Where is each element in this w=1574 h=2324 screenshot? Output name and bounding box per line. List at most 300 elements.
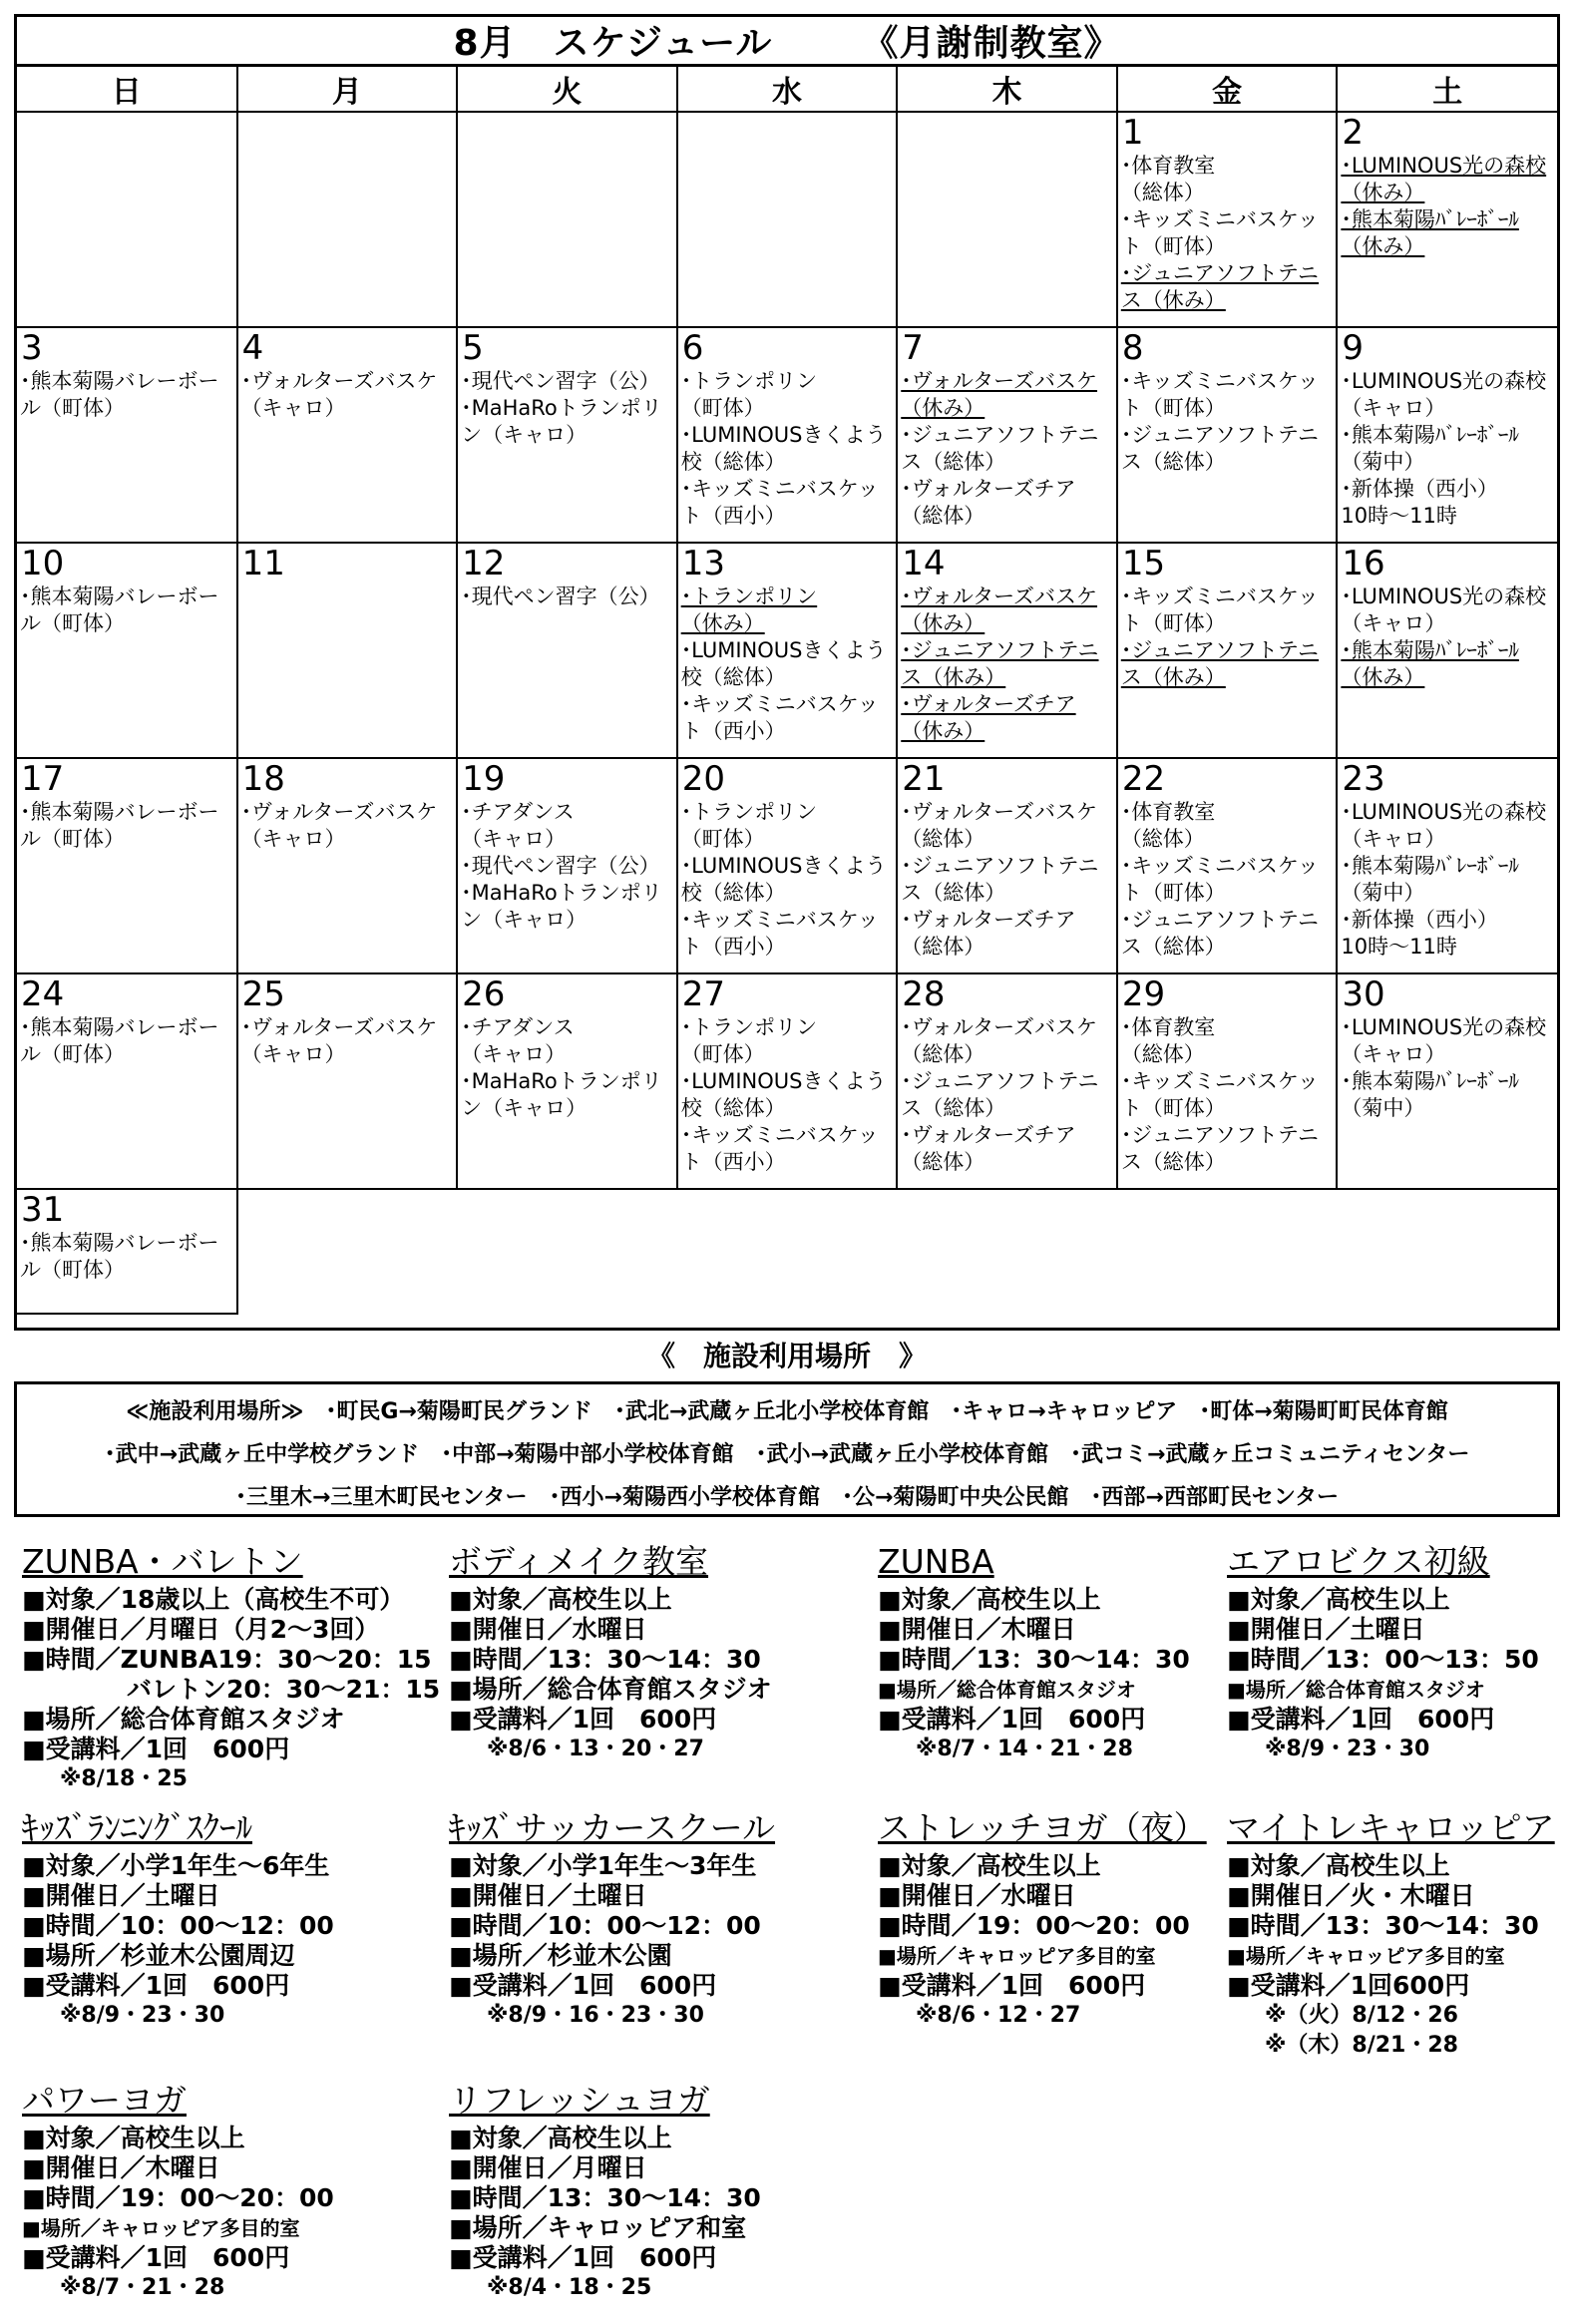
day-number: 11 <box>241 544 285 583</box>
class-name: マイトレキャロッピア <box>1227 1808 1555 1847</box>
class-dates-note: ※8/7・21・28 <box>60 2275 225 2300</box>
calendar-day-cell <box>17 112 237 327</box>
calendar-grid <box>17 67 1557 1315</box>
calendar-day-cell <box>1337 543 1557 758</box>
schedule-event <box>678 637 897 691</box>
schedule-event <box>458 368 676 395</box>
schedule-event <box>898 422 1116 476</box>
class-detail-line: ■開催日／火・木曜日 <box>1227 1881 1475 1910</box>
schedule-event-text: ･ヴォルターズチア（総体） <box>901 1123 1076 1174</box>
calendar-day-cell <box>1117 112 1338 327</box>
schedule-event <box>1338 368 1557 422</box>
schedule-event <box>1118 583 1337 637</box>
schedule-event-text: ･MaHaRoトランポリン（キャロ） <box>461 396 662 447</box>
class-info-block <box>22 2080 334 2303</box>
day-number <box>17 113 236 153</box>
schedule-event-text: ･キッズミニバスケット（町体） <box>1120 207 1319 258</box>
calendar-day-cell <box>237 758 458 973</box>
schedule-event-text: ･LUMINOUS光の森校（キャロ） <box>1341 1015 1547 1066</box>
schedule-event <box>458 799 676 853</box>
schedule-event-text: ･ヴォルターズバスケ（キャロ） <box>240 1015 438 1066</box>
day-number: 14 <box>902 544 946 583</box>
schedule-event <box>1338 799 1557 853</box>
schedule-event <box>17 368 236 422</box>
schedule-event-text: ･ヴォルターズチア（総体） <box>901 477 1076 528</box>
class-detail-line: ■対象／高校生以上 <box>449 2124 672 2152</box>
schedule-event <box>678 583 897 637</box>
class-detail-line: ■受講料／1回 600円 <box>1227 1705 1495 1734</box>
schedule-event <box>1118 206 1337 260</box>
class-dates-note: ※8/6・12・27 <box>916 2003 1081 2028</box>
class-info-block <box>449 2080 761 2303</box>
weekday-header-cell: 金 <box>1117 67 1338 112</box>
schedule-event <box>458 880 676 934</box>
day-number: 25 <box>241 974 285 1014</box>
calendar-day-cell <box>237 973 458 1189</box>
schedule-event <box>1118 853 1337 907</box>
schedule-event-text: ･ヴォルターズバスケ（総体） <box>901 1015 1098 1066</box>
schedule-event-text: ･トランポリン （町体） <box>680 800 818 851</box>
calendar-day-cell <box>457 543 677 758</box>
day-number: 23 <box>1342 759 1385 799</box>
calendar-day-cell <box>1337 327 1557 543</box>
class-detail-line: ■時間／13：30～14：30 <box>878 1645 1190 1674</box>
schedule-event-text: ･LUMINOUSきくよう校（総体） <box>680 854 887 905</box>
schedule-event <box>678 422 897 476</box>
schedule-event <box>458 1014 676 1068</box>
class-detail-line: ■対象／高校生以上 <box>1227 1851 1450 1880</box>
facility-section-title: 《 施設利用場所 》 <box>646 1340 927 1372</box>
schedule-event-text: ･熊本菊陽ﾊﾞﾚｰﾎﾞｰﾙ（菊中） <box>1341 423 1519 474</box>
schedule-event <box>1118 153 1337 206</box>
day-number: 31 <box>21 1190 65 1230</box>
schedule-event-text: ･ジュニアソフトテニス（休み） <box>1120 261 1320 312</box>
schedule-event <box>1118 1014 1337 1068</box>
class-dates-note: ※8/9・16・23・30 <box>487 2003 704 2028</box>
class-dates-note: ※8/7・14・21・28 <box>916 1737 1133 1761</box>
class-info-block <box>878 1541 1190 1764</box>
schedule-event <box>898 799 1116 853</box>
schedule-event-text: ･熊本菊陽バレーボール（町体） <box>20 369 219 420</box>
schedule-event <box>898 368 1116 422</box>
schedule-event-text: ･現代ペン習字（公） <box>461 584 660 608</box>
day-number: 27 <box>681 974 725 1014</box>
schedule-event <box>458 853 676 880</box>
calendar-week <box>17 543 1557 758</box>
schedule-event <box>1338 476 1557 530</box>
calendar-day-cell <box>1117 543 1338 758</box>
schedule-event <box>678 691 897 745</box>
schedule-event-text: ･ヴォルターズバスケ（休み） <box>901 369 1098 420</box>
schedule-event <box>898 853 1116 907</box>
class-detail-line: ■受講料／1回 600円 <box>449 1705 717 1734</box>
day-number: 7 <box>902 328 924 368</box>
schedule-event-text: ･キッズミニバスケット（西小） <box>680 908 879 959</box>
day-number: 4 <box>241 328 264 368</box>
schedule-event <box>898 583 1116 637</box>
schedule-event-text: ･ヴォルターズバスケ（キャロ） <box>240 800 438 851</box>
day-number: 28 <box>902 974 946 1014</box>
schedule-event <box>678 907 897 961</box>
schedule-event-text: ･熊本菊陽バレーボール（町体） <box>20 584 219 635</box>
class-name: ｷｯｽﾞサッカースクール <box>449 1808 776 1847</box>
day-number: 20 <box>681 759 725 799</box>
class-dates-note: ※（火）8/12・26 <box>1265 2003 1458 2028</box>
day-number: 12 <box>462 544 506 583</box>
schedule-event-text: ･体育教室 （総体） <box>1120 154 1216 204</box>
day-number: 3 <box>21 328 43 368</box>
calendar-empty-area <box>1117 1189 1338 1314</box>
schedule-event-text: ･ジュニアソフトテニス（総体） <box>1120 1123 1320 1174</box>
schedule-event <box>1338 422 1557 476</box>
day-number: 29 <box>1121 974 1166 1014</box>
class-detail-line: ■対象／18歳以上（高校生不可） <box>22 1585 405 1614</box>
day-number: 19 <box>462 759 506 799</box>
calendar-day-cell <box>677 327 898 543</box>
class-detail-line: ■対象／高校生以上 <box>1227 1585 1450 1614</box>
schedule-event <box>458 1068 676 1122</box>
calendar-day-cell <box>677 543 898 758</box>
class-detail-line: ■開催日／土曜日 <box>449 1881 647 1910</box>
class-detail-line: ■対象／小学1年生～6年生 <box>22 1851 330 1880</box>
schedule-event <box>1118 907 1337 961</box>
calendar-empty-area <box>1337 1189 1557 1314</box>
class-detail-line: ■受講料／1回 600円 <box>22 1971 290 2000</box>
calendar-day-cell <box>457 973 677 1189</box>
schedule-event-text: ･チアダンス （キャロ） <box>461 1015 575 1066</box>
title-month: 8月 スケジュール <box>453 23 773 64</box>
schedule-event-text: ･ジュニアソフトテニス（総体） <box>901 854 1099 905</box>
calendar-day-cell <box>677 973 898 1189</box>
day-number: 21 <box>902 759 946 799</box>
class-detail-line: ■場所／キャロッピア多目的室 <box>878 1944 1156 1968</box>
calendar-empty-area <box>237 1189 458 1314</box>
class-detail-line: ■対象／高校生以上 <box>22 2124 245 2152</box>
class-info-block <box>22 1807 334 2031</box>
day-number <box>678 113 897 153</box>
weekday-header-cell: 水 <box>677 67 898 112</box>
class-dates-note: ※8/9・23・30 <box>60 2003 225 2028</box>
title-type: 《月謝制教室》 <box>862 23 1121 64</box>
class-detail-line: ■対象／高校生以上 <box>449 1585 672 1614</box>
schedule-event <box>1118 1068 1337 1122</box>
schedule-event-text: ･ヴォルターズバスケ（総体） <box>901 800 1098 851</box>
calendar-day-cell <box>1117 973 1338 1189</box>
class-detail-line: ■場所／杉並木公園周辺 <box>22 1941 295 1970</box>
class-detail-line: ■開催日／水曜日 <box>449 1615 647 1644</box>
day-number: 5 <box>462 328 484 368</box>
day-number: 16 <box>1342 544 1385 583</box>
class-info-block <box>449 1541 772 1764</box>
day-number: 8 <box>1121 328 1144 368</box>
schedule-event <box>898 907 1116 961</box>
schedule-event <box>678 1068 897 1122</box>
calendar-week <box>17 112 1557 327</box>
calendar-day-cell <box>897 758 1117 973</box>
schedule-event <box>1338 583 1557 637</box>
schedule-event-text: ･熊本菊陽ﾊﾞﾚｰﾎﾞｰﾙ（休み） <box>1341 638 1519 689</box>
schedule-event <box>238 799 457 853</box>
class-detail-line: ■場所／キャロッピア多目的室 <box>1227 1944 1505 1968</box>
calendar-day-cell <box>457 112 677 327</box>
schedule-event <box>678 1122 897 1176</box>
class-dates-note: ※8/6・13・20・27 <box>487 1737 704 1761</box>
schedule-event <box>898 1068 1116 1122</box>
schedule-event-text: ･熊本菊陽バレーボール（町体） <box>20 1231 219 1282</box>
class-name: ZUNBA <box>878 1542 994 1581</box>
class-name: パワーヨガ <box>22 2081 187 2120</box>
class-detail-line: ■受講料／1回 600円 <box>22 1735 290 1763</box>
class-detail-line: ■時間／19：00～20：00 <box>22 2183 334 2212</box>
schedule-event <box>17 799 236 853</box>
schedule-event <box>458 583 676 610</box>
day-number <box>898 113 1116 153</box>
schedule-event <box>17 1230 236 1284</box>
schedule-event <box>1118 1122 1337 1176</box>
facility-line: ･三里木→三里木町民センター ･西小→菊陽西小学校体育館 ･公→菊陽町中央公民館 ･西部→西部町民センター <box>235 1485 1339 1510</box>
class-detail-line: ■時間／ZUNBA19：30～20：15 <box>22 1645 432 1674</box>
class-detail-line: ■場所／杉並木公園 <box>449 1941 672 1970</box>
schedule-event <box>1338 637 1557 691</box>
class-detail-line: ■時間／10：00～12：00 <box>449 1911 761 1940</box>
facility-list <box>14 1381 1560 1517</box>
schedule-event-text: ･トランポリン （町体） <box>680 1015 818 1066</box>
class-name: ZUNBA・バレトン <box>22 1542 303 1581</box>
day-number: 22 <box>1121 759 1166 799</box>
calendar-day-cell <box>677 758 898 973</box>
day-number: 6 <box>681 328 704 368</box>
calendar-day-cell <box>897 327 1117 543</box>
day-number <box>458 113 676 153</box>
schedule-event-text: ･キッズミニバスケット（町体） <box>1120 854 1319 905</box>
schedule-event <box>898 1014 1116 1068</box>
class-detail-line: ■対象／高校生以上 <box>878 1851 1101 1880</box>
schedule-event-text: ･ジュニアソフトテニス（休み） <box>1120 638 1320 689</box>
calendar-day-cell <box>17 973 237 1189</box>
schedule-event-text: ･LUMINOUS光の森校（キャロ） <box>1341 584 1547 635</box>
class-dates-note: ※8/4・18・25 <box>487 2275 652 2300</box>
schedule-event-text: ･MaHaRoトランポリン（キャロ） <box>461 1069 662 1120</box>
schedule-event <box>678 368 897 422</box>
calendar-day-cell <box>1117 758 1338 973</box>
schedule-event <box>678 799 897 853</box>
schedule-event <box>1338 853 1557 907</box>
day-number: 26 <box>462 974 506 1014</box>
calendar-day-cell <box>17 543 237 758</box>
schedule-event-text: ･体育教室 （総体） <box>1120 800 1216 851</box>
schedule-event-text: ･LUMINOUS光の森校（キャロ） <box>1341 369 1547 420</box>
schedule-event-text: ･LUMINOUS光の森校（休み） <box>1341 154 1547 204</box>
schedule-event <box>1338 1068 1557 1122</box>
calendar-day-cell <box>1337 973 1557 1189</box>
schedule-event <box>1338 153 1557 206</box>
class-detail-line: ■受講料／1回 600円 <box>22 2243 290 2272</box>
class-detail-line: ■受講料／1回 600円 <box>449 2243 717 2272</box>
schedule-event <box>1118 368 1337 422</box>
schedule-event-text: ･体育教室 （総体） <box>1120 1015 1216 1066</box>
schedule-event <box>678 1014 897 1068</box>
weekday-header-cell: 月 <box>237 67 458 112</box>
schedule-event-text: ･熊本菊陽ﾊﾞﾚｰﾎﾞｰﾙ（菊中） <box>1341 854 1519 905</box>
schedule-event <box>1118 422 1337 476</box>
schedule-event-text: ･ジュニアソフトテニス（総体） <box>901 423 1099 474</box>
schedule-event-text: ･ジュニアソフトテニス（総体） <box>1120 908 1320 959</box>
day-number: 17 <box>21 759 65 799</box>
class-detail-line: ■時間／13：30～14：30 <box>449 1645 761 1674</box>
schedule-event <box>1338 1014 1557 1068</box>
schedule-event <box>458 395 676 449</box>
class-dates-note: ※8/18・25 <box>60 1766 188 1791</box>
schedule-event-text: ･ヴォルターズチア（休み） <box>901 692 1076 743</box>
schedule-event-text: ･キッズミニバスケット（町体） <box>1120 1069 1319 1120</box>
day-number: 18 <box>241 759 285 799</box>
class-detail-line: ■開催日／月曜日（月2～3回） <box>22 1615 380 1644</box>
schedule-event-text: ･ジュニアソフトテニス（総体） <box>901 1069 1099 1120</box>
schedule-event-text: ･熊本菊陽バレーボール（町体） <box>20 1015 219 1066</box>
schedule-event-text: ･キッズミニバスケット（西小） <box>680 692 879 743</box>
calendar-week <box>17 1189 1557 1314</box>
class-detail-line: ■開催日／木曜日 <box>22 2153 220 2182</box>
day-number <box>238 113 457 153</box>
class-detail-line: ■受講料／1回 600円 <box>878 1971 1146 2000</box>
schedule-event <box>238 1014 457 1068</box>
class-info-block <box>22 1541 440 1794</box>
class-detail-line: ■時間／10：00～12：00 <box>22 1911 334 1940</box>
day-number: 1 <box>1121 113 1144 153</box>
class-detail-line: ■時間／13：00～13：50 <box>1227 1645 1539 1674</box>
calendar-day-cell <box>17 1189 237 1314</box>
schedule-event <box>238 368 457 422</box>
class-detail-line: ■場所／総合体育館スタジオ <box>449 1675 772 1704</box>
day-number: 30 <box>1342 974 1385 1014</box>
schedule-event-text: ･トランポリン （町体） <box>680 369 818 420</box>
calendar-week <box>17 327 1557 543</box>
class-detail-line: ■場所／総合体育館スタジオ <box>878 1678 1136 1702</box>
schedule-event <box>898 1122 1116 1176</box>
schedule-event-text: ･現代ペン習字（公） <box>461 369 660 393</box>
calendar-day-cell <box>677 112 898 327</box>
class-detail-line: ■開催日／月曜日 <box>449 2153 647 2182</box>
schedule-event-text: ･熊本菊陽ﾊﾞﾚｰﾎﾞｰﾙ（菊中） <box>1341 1069 1519 1120</box>
class-detail-line: ■開催日／土曜日 <box>22 1881 220 1910</box>
day-number: 10 <box>21 544 65 583</box>
schedule-event <box>17 583 236 637</box>
class-dates-note: ※（木）8/21・28 <box>1265 2033 1458 2058</box>
calendar-week <box>17 973 1557 1189</box>
schedule-event <box>17 1014 236 1068</box>
schedule-event-text: ･LUMINOUSきくよう校（総体） <box>680 423 887 474</box>
schedule-event-text: ･新体操（西小） 10時～11時 <box>1341 908 1498 959</box>
calendar-week <box>17 758 1557 973</box>
schedule-event <box>678 476 897 530</box>
schedule-event <box>898 637 1116 691</box>
schedule-event-text: ･熊本菊陽ﾊﾞﾚｰﾎﾞｰﾙ（休み） <box>1341 207 1519 258</box>
calendar-day-cell <box>17 327 237 543</box>
weekday-header <box>17 67 1557 112</box>
calendar-title <box>17 17 1557 67</box>
calendar-empty-area <box>457 1189 677 1314</box>
schedule-event-text: ･LUMINOUSきくよう校（総体） <box>680 638 887 689</box>
schedule-event <box>898 691 1116 745</box>
class-detail-line: バレトン20：30～21：15 <box>127 1675 441 1704</box>
facility-line: ≪施設利用場所≫ ･町民G→菊陽町民グランド ･武北→武蔵ヶ丘北小学校体育館 ･キャロ→キャロッピア ･町体→菊陽町町民体育館 <box>126 1399 1448 1424</box>
class-name: ストレッチヨガ（夜） <box>878 1808 1207 1847</box>
class-detail-line: ■開催日／木曜日 <box>878 1615 1076 1644</box>
class-detail-line: ■対象／小学1年生～3年生 <box>449 1851 757 1880</box>
schedule-event-text: ･キッズミニバスケット（西小） <box>680 477 879 528</box>
class-detail-line: ■場所／総合体育館スタジオ <box>1227 1678 1485 1702</box>
calendar-day-cell <box>897 973 1117 1189</box>
day-number: 24 <box>21 974 65 1014</box>
schedule-event-text: ･ジュニアソフトテニス（休み） <box>901 638 1099 689</box>
weekday-header-cell: 木 <box>897 67 1117 112</box>
class-detail-line: ■時間／13：30～14：30 <box>449 2183 761 2212</box>
schedule-event-text: ･熊本菊陽バレーボール（町体） <box>20 800 219 851</box>
schedule-event-text: ･MaHaRoトランポリン（キャロ） <box>461 881 662 932</box>
class-detail-line: ■時間／19：00～20：00 <box>878 1911 1190 1940</box>
schedule-event-text: ･新体操（西小） 10時～11時 <box>1341 477 1498 528</box>
schedule-event <box>1338 907 1557 961</box>
weekday-header-cell: 火 <box>457 67 677 112</box>
calendar-day-cell <box>457 327 677 543</box>
schedule-event-text: ･キッズミニバスケット（西小） <box>680 1123 879 1174</box>
class-name: エアロビクス初級 <box>1227 1542 1490 1581</box>
schedule-event-text: ･LUMINOUSきくよう校（総体） <box>680 1069 887 1120</box>
schedule-event-text: ･キッズミニバスケット（町体） <box>1120 584 1319 635</box>
class-detail-line: ■受講料／1回600円 <box>1227 1971 1470 2000</box>
class-info-block <box>878 1807 1207 2031</box>
class-detail-line: ■場所／総合体育館スタジオ <box>22 1705 345 1734</box>
calendar <box>14 14 1560 1331</box>
calendar-empty-area <box>897 1189 1117 1314</box>
schedule-event <box>1118 260 1337 314</box>
schedule-event-text: ･LUMINOUS光の森校（キャロ） <box>1341 800 1547 851</box>
class-name: ｷｯｽﾞﾗﾝﾆﾝｸﾞｽｸｰﾙ <box>22 1808 252 1847</box>
class-detail-line: ■時間／13：30～14：30 <box>1227 1911 1539 1940</box>
calendar-day-cell <box>897 543 1117 758</box>
schedule-event <box>1338 206 1557 260</box>
facility-line: ･武中→武蔵ヶ丘中学校グランド ･中部→菊陽中部小学校体育館 ･武小→武蔵ヶ丘小学校体育館 ･武コミ→武蔵ヶ丘コミュニティセンター <box>104 1442 1470 1467</box>
schedule-event <box>1118 637 1337 691</box>
calendar-day-cell <box>237 327 458 543</box>
calendar-day-cell <box>1117 327 1338 543</box>
day-number: 9 <box>1342 328 1365 368</box>
schedule-event-text: ･チアダンス （キャロ） <box>461 800 575 851</box>
schedule-event-text: ･トランポリン （休み） <box>680 584 818 635</box>
day-number: 15 <box>1121 544 1166 583</box>
class-info-block <box>1227 1807 1555 2061</box>
class-detail-line: ■対象／高校生以上 <box>878 1585 1101 1614</box>
calendar-day-cell <box>237 112 458 327</box>
schedule-event-text: ･ヴォルターズバスケ（休み） <box>901 584 1098 635</box>
day-number: 2 <box>1342 113 1365 153</box>
calendar-day-cell <box>1337 112 1557 327</box>
calendar-day-cell <box>897 112 1117 327</box>
schedule-event-text: ･キッズミニバスケット（町体） <box>1120 369 1319 420</box>
class-detail-line: ■場所／キャロッピア和室 <box>449 2213 747 2242</box>
class-info-block <box>1227 1541 1539 1764</box>
class-name: リフレッシュヨガ <box>449 2081 710 2120</box>
schedule-event-text: ･ヴォルターズバスケ（キャロ） <box>240 369 438 420</box>
class-detail-line: ■開催日／土曜日 <box>1227 1615 1425 1644</box>
class-detail-line: ■受講料／1回 600円 <box>449 1971 717 2000</box>
class-dates-note: ※8/9・23・30 <box>1265 1737 1430 1761</box>
schedule-event <box>678 853 897 907</box>
schedule-event-text: ･ジュニアソフトテニス（総体） <box>1120 423 1320 474</box>
class-detail-line: ■開催日／水曜日 <box>878 1881 1076 1910</box>
weekday-header-cell: 土 <box>1337 67 1557 112</box>
schedule-event <box>1118 799 1337 853</box>
